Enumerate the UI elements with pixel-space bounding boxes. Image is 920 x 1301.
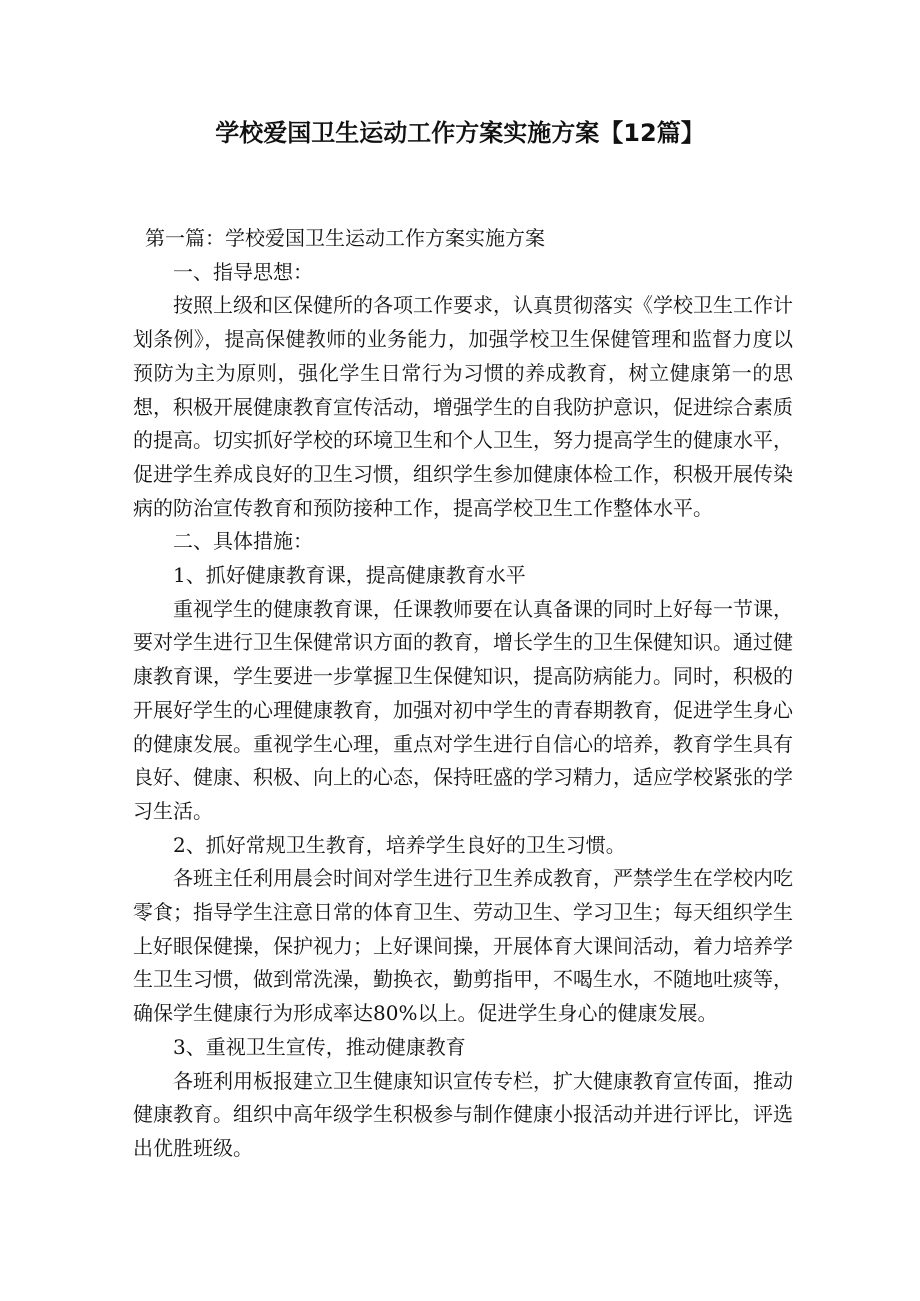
document-body	[133, 222, 793, 1166]
paragraph-measure-3: 各班利用板报建立卫生健康知识宣传专栏，扩大健康教育宣传面，推动健康教育。组织中高年级学生积极参与制作健康小报活动并进行评比，评选出优胜班级。	[133, 1068, 793, 1160]
subheading-measure-2: 2、抓好常规卫生教育，培养学生良好的卫生习惯。	[173, 832, 626, 857]
paragraph-measure-2: 各班主任利用晨会时间对学生进行卫生养成教育，严禁学生在学校内吃零食；指导学生注意日常的体育卫生、劳动卫生、学习卫生；每天组织学生上好眼保健操，保护视力；上好课间操，开展体育大课间活动，着力培养学生卫生习惯，做到常洗澡，勤换衣，勤剪指甲，不喝生水，不随地吐痰等，确保学生健康行为形成率达80%以上。促进学生身心的健康发展。	[133, 866, 793, 1026]
section-heading: 第一篇：学校爱国卫生运动工作方案实施方案	[145, 226, 545, 250]
heading-guiding-ideology: 一、指导思想：	[173, 259, 313, 284]
subheading-measure-1: 1、抓好健康教育课，提高健康教育水平	[173, 563, 526, 588]
paragraph-guiding-ideology: 按照上级和区保健所的各项工作要求，认真贯彻落实《学校卫生工作计划条例》，提高保健教师的业务能力，加强学校卫生保健管理和监督力度以预防为主为原则，强化学生日常行为习惯的养成教育，树立健康第一的思想，积极开展健康教育宣传活动，增强学生的自我防护意识，促进综合素质的提高。切实抓好学校的环境卫生和个人卫生，努力提高学生的健康水平，促进学生养成良好的卫生习惯，组织学生参加健康体检工作，积极开展传染病的防治宣传教育和预防接种工作，提高学校卫生工作整体水平。	[133, 293, 793, 520]
paragraph-measure-1: 重视学生的健康教育课，任课教师要在认真备课的同时上好每一节课，要对学生进行卫生保健常识方面的教育，增长学生的卫生保健知识。通过健康教育课，学生要进一步掌握卫生保健知识，提高防病能力。同时，积极的开展好学生的心理健康教育，加强对初中学生的青春期教育，促进学生身心的健康发展。重视学生心理，重点对学生进行自信心的培养，教育学生具有良好、健康、积极、向上的心态，保持旺盛的学习精力，适应学校紧张的学习生活。	[133, 596, 793, 823]
subheading-measure-3: 3、重视卫生宣传，推动健康教育	[173, 1034, 466, 1059]
heading-specific-measures: 二、具体措施：	[173, 529, 313, 554]
document-title: 学校爱国卫生运动工作方案实施方案【12篇】	[215, 119, 705, 147]
